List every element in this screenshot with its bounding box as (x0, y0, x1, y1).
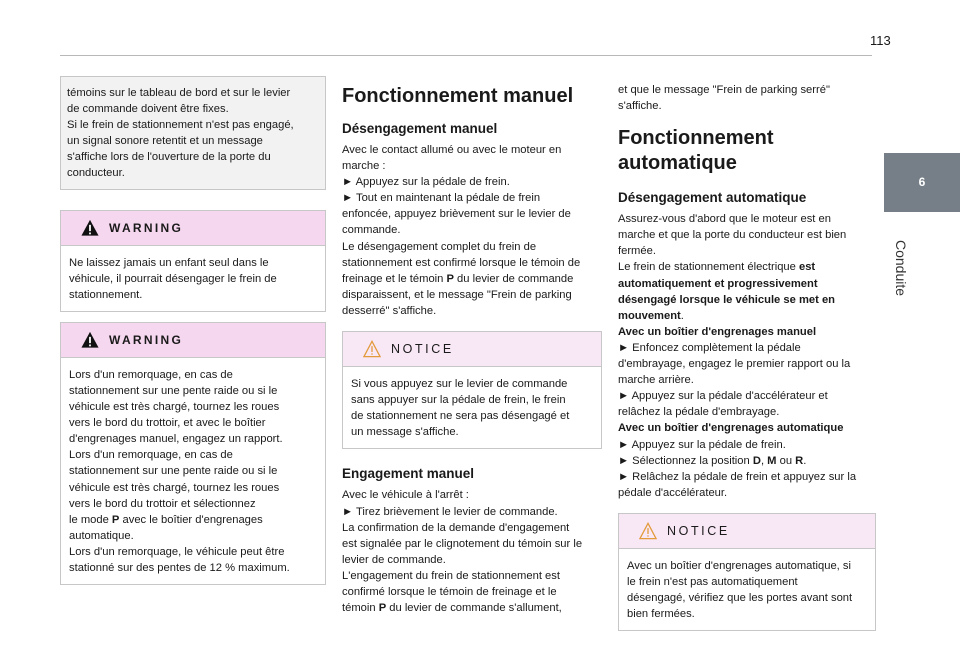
text-span: témoin (342, 602, 379, 615)
text-span: du levier de commande (453, 272, 574, 285)
text-line: témoins sur le tableau de bord et sur le levier (67, 87, 291, 99)
text-line (618, 453, 876, 469)
text-line: automatique. (69, 529, 134, 542)
text-line: ► Appuyez sur la pédale de frein. (342, 176, 510, 189)
section-title: Fonctionnement (618, 127, 774, 150)
indicator-p: P (446, 272, 454, 285)
notice-header (619, 514, 875, 549)
text-line: Avec un boîtier d'engrenages automatique (618, 422, 844, 435)
text-line: automatiquement et progressivement (618, 277, 818, 290)
notice-body (343, 367, 601, 448)
text-span: . (803, 454, 807, 467)
text-line: d'engrenages manuel, engagez un rapport. (69, 433, 283, 446)
text-line: Lors d'un remorquage, le véhicule peut être (69, 545, 285, 558)
text-line: ► Enfoncez complètement la pédale (618, 341, 801, 354)
warning-header (61, 211, 325, 246)
text-line: désengagé lorsque le véhicule se met en (618, 293, 835, 306)
text-line: Avec un boîtier d'engrenages automatique, si (627, 559, 851, 572)
body-text (342, 487, 602, 616)
column-1 (60, 76, 326, 585)
text-line: vers le bord du trottoir et sélectionnez (69, 497, 256, 510)
text-span: Le frein de stationnement électrique (618, 261, 799, 274)
text-line: ► Tout en maintenant la pédale de frein (342, 192, 541, 205)
text-line: un signal sonore retentit et un message (67, 135, 263, 148)
text-span: du levier de commande s'allument, (386, 602, 562, 615)
text-line: de stationnement ne sera pas désengagé et (351, 410, 570, 423)
section-title: automatique (618, 152, 737, 175)
notice-box (342, 331, 602, 449)
text-line: Lors d'un remorquage, en cas de (69, 449, 233, 462)
text-line: Ne laissez jamais un enfant seul dans le (69, 256, 269, 269)
text-line: sans appuyer sur la pédale de frein, le frein (351, 394, 566, 407)
text-line: La confirmation de la demande d'engagement (342, 521, 570, 534)
text-line: vers le bord du trottoir, et avec le boîtier (69, 417, 266, 430)
text-span: ou (776, 454, 796, 467)
column-3 (618, 76, 876, 631)
subsection-title: Désengagement automatique (618, 190, 807, 206)
text-line: stationnement. (69, 288, 143, 301)
text-line: enfoncée, appuyez brièvement sur le levier de (342, 208, 571, 221)
text-line (342, 600, 602, 616)
chapter-label-text: Conduite (893, 239, 909, 297)
notice-title: NOTICE (391, 342, 454, 357)
section-title: Fonctionnement manuel (342, 85, 574, 107)
text-line: de commande doivent être fixes. (67, 103, 229, 116)
notice-icon (639, 522, 657, 540)
text-line: levier de commande. (342, 553, 446, 566)
text-line: stationnement sur une pente raide ou si le (69, 465, 278, 478)
text-line: stationnement sur une pente raide ou si le (69, 384, 278, 397)
text-line: Si vous appuyez sur le levier de commande (351, 378, 568, 391)
notice-box (618, 513, 876, 631)
warning-icon (81, 219, 99, 237)
text-line: et que le message "Frein de parking serré" (618, 84, 830, 96)
body-text (618, 82, 876, 114)
notice-header (343, 332, 601, 367)
text-line: s'affiche. (618, 100, 662, 113)
text-line: commande. (342, 224, 401, 237)
text-line: Lors d'un remorquage, en cas de (69, 368, 233, 381)
text-line: pédale d'accélérateur. (618, 486, 728, 499)
text-line: Avec un boîtier d'engrenages manuel (618, 325, 817, 338)
text-line: véhicule, il pourrait désengager le frein de (69, 272, 277, 285)
body-text (618, 211, 876, 501)
text-span: D (752, 454, 761, 467)
text-span: R (795, 454, 804, 467)
text-span: ► Sélectionnez la position (618, 454, 753, 467)
warning-box (60, 210, 326, 312)
notice-icon (363, 340, 381, 358)
text-line: bien fermées. (627, 608, 695, 621)
text-line (618, 308, 876, 324)
text-line: véhicule est très chargé, tournez les roues (69, 401, 280, 414)
header-rule (60, 55, 872, 56)
text-line: d'embrayage, engagez le premier rapport ou la (618, 358, 851, 371)
warning-body (61, 358, 325, 584)
body-text (342, 142, 602, 319)
text-line: marche arrière. (618, 374, 694, 387)
text-span: le mode (69, 513, 112, 526)
text-line: desserré" s'affiche. (342, 304, 437, 317)
text-line: Avec le véhicule à l'arrêt : (342, 489, 469, 502)
subsection-title: Désengagement manuel (342, 121, 498, 136)
warning-body (61, 246, 325, 311)
text-line: marche et que la porte du conducteur est bien (618, 229, 847, 242)
text-line: le frein n'est pas automatiquement (627, 575, 798, 588)
chapter-tab[interactable]: 6 (884, 153, 960, 212)
text-line: L'engagement du frein de stationnement est (342, 569, 560, 582)
text-line: véhicule est très chargé, tournez les roues (69, 481, 280, 494)
text-line: ► Appuyez sur la pédale d'accélérateur et (618, 390, 828, 403)
warning-header (61, 323, 325, 358)
text-span: avec le boîtier d'engrenages (119, 513, 263, 526)
text-line (618, 259, 876, 275)
text-span: M (767, 454, 777, 467)
page-number: 113 (870, 33, 891, 48)
mode-p: P (111, 513, 120, 526)
chapter-label (888, 226, 914, 310)
column-2 (342, 76, 602, 616)
text-line: confirmé lorsque le témoin de freinage et le (342, 585, 557, 598)
text-line: disparaissent, et le message "Frein de parking (342, 288, 572, 301)
text-line: ► Tirez brièvement le levier de commande. (342, 505, 558, 518)
warning-icon (81, 331, 99, 349)
text-span: mouvement (618, 309, 681, 322)
text-span: freinage et le témoin (342, 272, 447, 285)
text-line: Assurez-vous d'abord que le moteur est en (618, 213, 831, 226)
text-span: . (680, 309, 684, 322)
text-span: , (760, 454, 768, 467)
text-line (69, 512, 317, 528)
warning-title: WARNING (109, 332, 184, 347)
text-line: un message s'affiche. (351, 426, 459, 439)
text-line: est signalée par le clignotement du témoin sur le (342, 537, 583, 550)
text-line: s'affiche lors de l'ouverture de la porte du (67, 151, 271, 164)
text-span: est (798, 261, 816, 274)
text-line: conducteur. (67, 167, 125, 180)
warning-box (60, 322, 326, 585)
text-line: ► Relâchez la pédale de frein et appuyez sur la (618, 470, 857, 483)
text-line: Si le frein de stationnement n'est pas engagé, (67, 119, 294, 132)
text-line: désengagé, vérifiez que les portes avant sont (627, 592, 853, 605)
indicator-p: P (378, 602, 387, 615)
text-line: ► Appuyez sur la pédale de frein. (618, 438, 786, 451)
text-line: fermée. (618, 245, 656, 258)
subsection-title: Engagement manuel (342, 466, 475, 482)
text-line: marche : (342, 160, 386, 173)
notice-title: NOTICE (667, 523, 730, 538)
warning-title: WARNING (109, 220, 184, 235)
intro-box (60, 76, 326, 190)
text-line: Avec le contact allumé ou avec le moteur en (342, 144, 562, 156)
text-line: stationné sur des pentes de 12 % maximum. (69, 561, 290, 574)
text-line: relâchez la pédale d'embrayage. (618, 406, 780, 419)
text-line: Le désengagement complet du frein de (342, 240, 537, 253)
notice-body (619, 549, 875, 630)
text-line (342, 271, 602, 287)
text-line: stationnement est confirmé lorsque le témoin de (342, 256, 581, 269)
